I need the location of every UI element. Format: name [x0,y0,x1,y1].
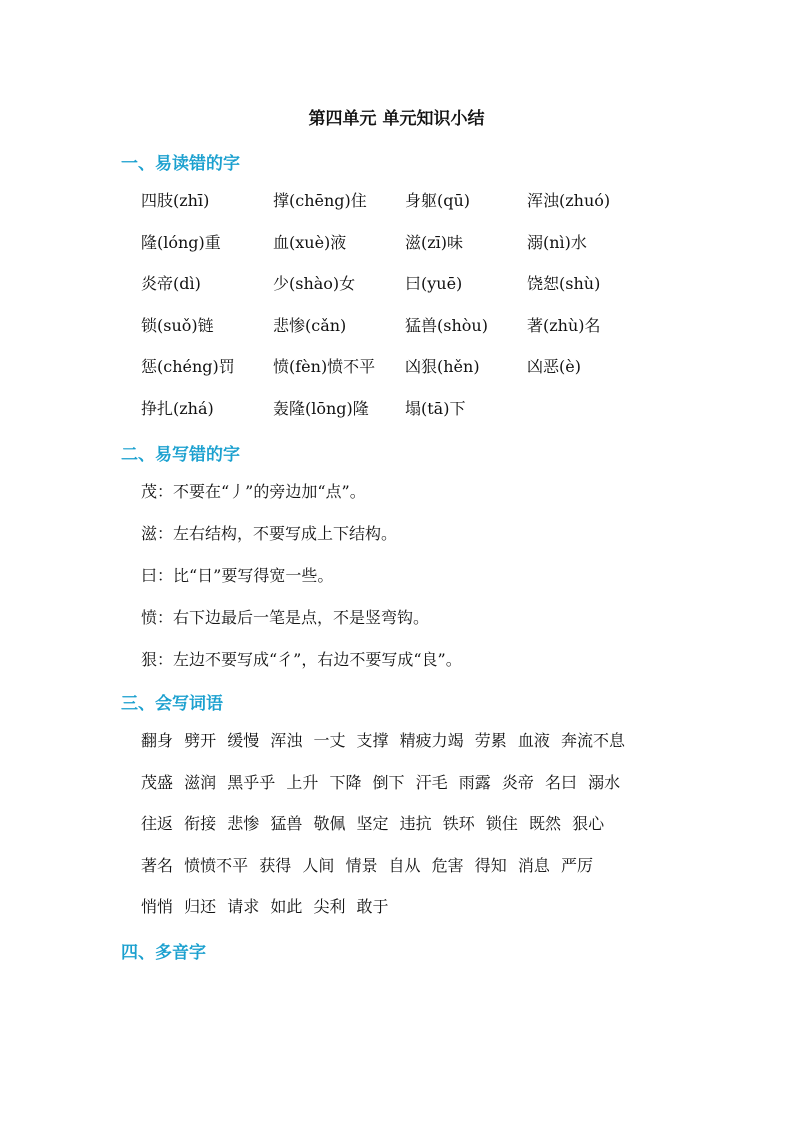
vocabulary-word: 坚定 [356,814,389,834]
vocabulary-list [141,729,701,937]
misread-item: 饶恕(shù) [527,274,601,294]
misread-item: 血(xuè)液 [273,232,347,252]
miswritten-characters-list [141,480,462,690]
misread-item: 浑浊(zhuó) [527,191,611,210]
vocabulary-word: 锁住 [485,814,518,834]
misread-item: 塌(tā)下 [405,398,466,418]
vocabulary-word: 汗毛 [415,772,448,792]
vocabulary-word: 茂盛 [141,772,174,792]
misread-item: 锁(suǒ)链 [141,315,214,335]
vocabulary-word: 违抗 [399,814,432,834]
misread-item: 惩(chéng)罚 [141,357,235,377]
vocabulary-row [141,771,701,813]
misread-item: 滋(zī)味 [405,232,464,252]
vocabulary-word: 炎帝 [501,772,534,792]
page-title: 第四单元 单元知识小结 [308,109,485,129]
vocabulary-word: 愤愤不平 [184,855,249,875]
vocabulary-word: 衔接 [184,814,217,834]
vocabulary-word: 翻身 [141,731,174,750]
vocabulary-word: 滋润 [184,772,217,792]
vocabulary-word: 缓慢 [227,731,260,750]
vocabulary-word: 归还 [184,897,217,917]
vocabulary-word: 危害 [431,855,464,875]
vocabulary-word: 情景 [345,855,378,875]
vocabulary-word: 精疲力竭 [399,731,464,750]
misread-item: 炎帝(dì) [141,274,201,294]
vocabulary-word: 上升 [286,772,319,792]
vocabulary-word: 著名 [141,855,174,875]
vocabulary-word: 支撑 [356,731,389,750]
vocabulary-word: 雨露 [458,772,491,792]
misread-item: 著(zhù)名 [527,315,601,335]
vocabulary-word: 劳累 [474,731,507,750]
vocabulary-word: 得知 [474,855,507,875]
miswritten-note: 茂：不要在“丿”的旁边加“点”。 [141,482,366,501]
vocabulary-word: 名曰 [544,772,577,792]
miswritten-note: 狠：左边不要写成“彳”，右边不要写成“良”。 [141,650,462,669]
vocabulary-word: 人间 [302,855,335,875]
vocabulary-row [141,854,701,896]
vocabulary-word: 血液 [517,731,550,750]
vocabulary-word: 消息 [517,855,550,875]
misread-item: 四肢(zhī) [141,191,210,210]
vocabulary-word: 尖利 [313,897,346,917]
vocabulary-word: 下降 [329,772,362,792]
vocabulary-word: 既然 [528,814,561,834]
vocabulary-word: 倒下 [372,772,405,792]
vocabulary-word: 浑浊 [270,731,303,750]
vocabulary-row [141,895,701,937]
misread-item: 挣扎(zhá) [141,398,214,418]
vocabulary-word: 狠心 [572,814,605,834]
misread-item: 撑(chēng)住 [273,191,367,210]
section-heading-vocabulary: 三、会写词语 [121,694,223,714]
section-heading-polyphonic: 四、多音字 [121,943,206,963]
vocabulary-word: 自从 [388,855,421,875]
vocabulary-word: 如此 [270,897,303,917]
misread-item: 凶狠(hěn) [405,357,480,377]
vocabulary-word: 一丈 [313,731,346,750]
misread-item: 悲惨(cǎn) [273,315,347,335]
vocabulary-row [141,729,701,771]
vocabulary-word: 往返 [141,814,174,834]
miswritten-note: 曰：比“日”要写得宽一些。 [141,566,334,585]
section-heading-misread: 一、易读错的字 [121,154,240,174]
vocabulary-word: 请求 [227,897,260,917]
misread-characters-grid [141,189,681,439]
vocabulary-word: 劈开 [184,731,217,750]
vocabulary-word: 严厉 [560,855,593,875]
misread-item: 轰隆(lōng)隆 [273,398,369,418]
vocabulary-word: 黑乎乎 [227,772,276,792]
miswritten-note: 愤：右下边最后一笔是点，不是竖弯钩。 [141,608,430,627]
vocabulary-word: 猛兽 [270,814,303,834]
misread-item: 愤(fèn)愤不平 [273,357,376,377]
vocabulary-word: 奔流不息 [560,731,625,750]
miswritten-note: 滋：左右结构，不要写成上下结构。 [141,524,398,543]
vocabulary-row [141,812,701,854]
vocabulary-word: 溺水 [588,772,621,792]
vocabulary-word: 悲惨 [227,814,260,834]
misread-item: 溺(nì)水 [527,232,587,252]
vocabulary-word: 敬佩 [313,814,346,834]
vocabulary-word: 获得 [259,855,292,875]
misread-item: 少(shào)女 [273,274,356,294]
misread-item: 凶恶(è) [527,357,581,377]
vocabulary-word: 铁环 [442,814,475,834]
section-heading-miswritten: 二、易写错的字 [121,445,240,465]
vocabulary-word: 悄悄 [141,897,174,917]
vocabulary-word: 敢于 [356,897,389,917]
misread-item: 身躯(qū) [405,191,471,210]
misread-item: 隆(lóng)重 [141,232,221,252]
misread-item: 猛兽(shòu) [405,315,488,335]
misread-item: 曰(yuē) [405,274,463,294]
